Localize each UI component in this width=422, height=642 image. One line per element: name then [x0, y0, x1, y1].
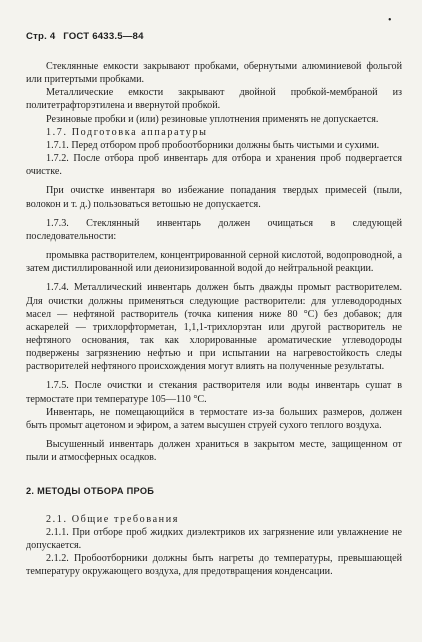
paragraph: 1.7.5. После очистки и стекания растворителя или воды инвентарь сушат в термостате при температуре 105—110 °С.	[26, 380, 402, 405]
speck-mark: •	[388, 15, 392, 26]
subsection-heading: 2.1. Общие требования	[46, 513, 179, 525]
document-body	[26, 60, 402, 578]
paragraph: Стеклянные емкости закрывают пробками, обернутыми алюминиевой фольгой или притертыми пробками.	[26, 61, 402, 86]
page-number-label: Стр. 4	[26, 31, 56, 42]
paragraph: При очистке инвентаря во избежание попадания твердых примесей (пыли, волокон и т. д.) пользоваться ветошью не допускается.	[26, 185, 402, 210]
section-title: 2. МЕТОДЫ ОТБОРА ПРОБ	[26, 486, 155, 497]
paragraph: Резиновые пробки и (или) резиновые уплотнения применять не допускается.	[46, 113, 379, 125]
paragraph: промывка растворителем, концентрированной серной кислотой, водопроводной, а затем дистиллированной или деионизированной водой до нейтральной реакции.	[26, 250, 402, 275]
paragraph: Металлические емкости закрывают двойной пробкой-мембраной из политетрафторэтилена и ввернутой пробкой.	[26, 87, 402, 112]
paragraph: 2.1.2. Пробоотборники должны быть нагреты до температуры, превышающей температуру окружающего воздуха, для предотвращения конденсации.	[26, 553, 402, 578]
paragraph: 1.7.4. Металлический инвентарь должен быть дважды промыт растворителем. Для очистки должны применяться следующие растворители: для углеводородных масел — нефтяной растворитель (точка кипения ниже 80 °С) без добавок; для аскарелей — трихлорфторметан, 1,1,1-трихлорэтан или другой растворитель не нефтяного основания, так как хлорированные ароматические углеводороды подвержены загрязнению нефтью и при испытании на нагревостойкость следы растворителей нефтяного происхождения могут влиять на полученные результаты.	[26, 282, 402, 373]
subsection-heading: 1.7. Подготовка аппаратуры	[46, 126, 208, 138]
standard-code: ГОСТ 6433.5—84	[63, 31, 144, 42]
paragraph: Инвентарь, не помещающийся в термостате из-за больших размеров, должен быть промыт ацетоном и эфиром, а затем высушен струей сухого теплого воздуха.	[26, 406, 402, 431]
paragraph: 1.7.2. После отбора проб инвентарь для отбора и хранения проб подвергается очистке.	[26, 153, 402, 178]
paragraph: 1.7.3. Стеклянный инвентарь должен очищаться в следующей последовательности:	[26, 217, 402, 242]
paragraph: Высушенный инвентарь должен храниться в закрытом месте, защищенном от пыли и атмосферных осадков.	[26, 439, 402, 464]
paragraph: 2.1.1. При отборе проб жидких диэлектриков их загрязнение или увлажнение не допускается.	[26, 526, 402, 551]
paragraph: 1.7.1. Перед отбором проб пробоотборники должны быть чистыми и сухими.	[46, 139, 380, 151]
page-header	[26, 31, 149, 42]
